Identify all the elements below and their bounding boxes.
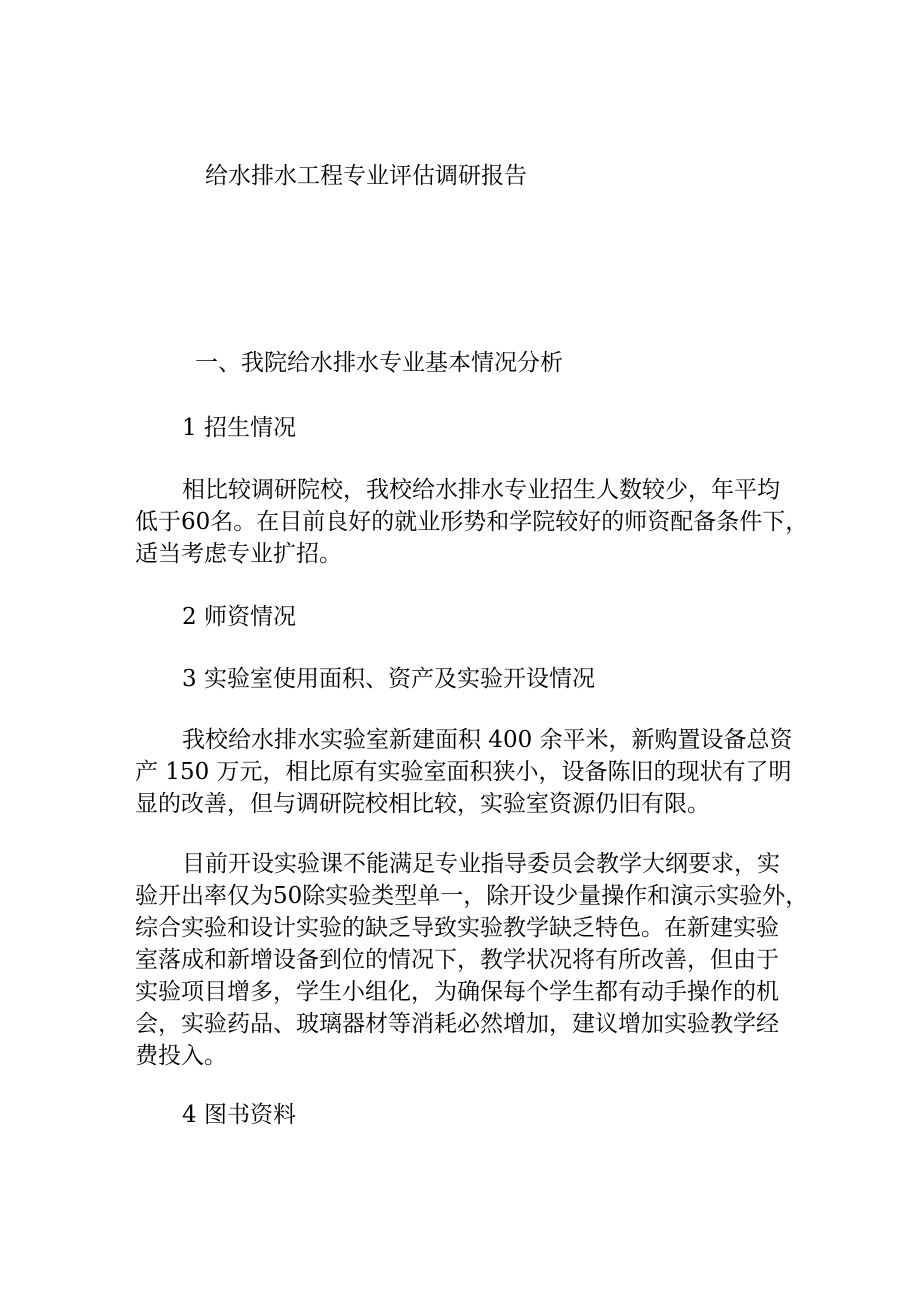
paragraph-line: 目前开设实验课不能满足专业指导委员会教学大纲要求，实: [182, 851, 780, 877]
paragraph-enrollment: [135, 474, 809, 570]
paragraph-line: 室落成和新增设备到位的情况下，教学状况将有所改善，但由于: [135, 947, 779, 973]
paragraph-laboratory-area: [135, 724, 793, 820]
subsection-heading-faculty: 2 师资情况: [182, 604, 296, 630]
paragraph-line: 费投入。: [135, 1043, 227, 1069]
paragraph-line: 相比较调研院校，我校给水排水专业招生人数较少，年平均: [182, 477, 780, 503]
paragraph-line: 验开出率仅为50除实验类型单一，除开设少量操作和演示实验外，: [135, 883, 809, 909]
paragraph-line: 显的改善，但与调研院校相比较，实验室资源仍旧有限。: [135, 791, 710, 817]
subsection-heading-laboratory: 3 实验室使用面积、资产及实验开设情况: [182, 666, 595, 692]
document-title: 给水排水工程专业评估调研报告: [205, 163, 527, 189]
subsection-heading-enrollment: 1 招生情况: [182, 415, 296, 441]
paragraph-line: 适当考虑专业扩招。: [135, 541, 342, 567]
paragraph-line: 实验项目增多，学生小组化，为确保每个学生都有动手操作的机: [135, 979, 779, 1005]
paragraph-line: 综合实验和设计实验的缺乏导致实验教学缺乏特色。在新建实验: [135, 915, 779, 941]
paragraph-line: 我校给水排水实验室新建面积 400 余平米，新购置设备总资: [182, 727, 793, 753]
section-heading-1: 一、我院给水排水专业基本情况分析: [195, 350, 563, 376]
paragraph-line: 低于60名。在目前良好的就业形势和学院较好的师资配备条件下，: [135, 509, 809, 535]
paragraph-laboratory-courses: [135, 848, 809, 1072]
paragraph-line: 会，实验药品、玻璃器材等消耗必然增加，建议增加实验教学经: [135, 1011, 779, 1037]
subsection-heading-library: 4 图书资料: [182, 1102, 296, 1128]
paragraph-line: 产 150 万元，相比原有实验室面积狭小，设备陈旧的现状有了明: [135, 759, 792, 785]
